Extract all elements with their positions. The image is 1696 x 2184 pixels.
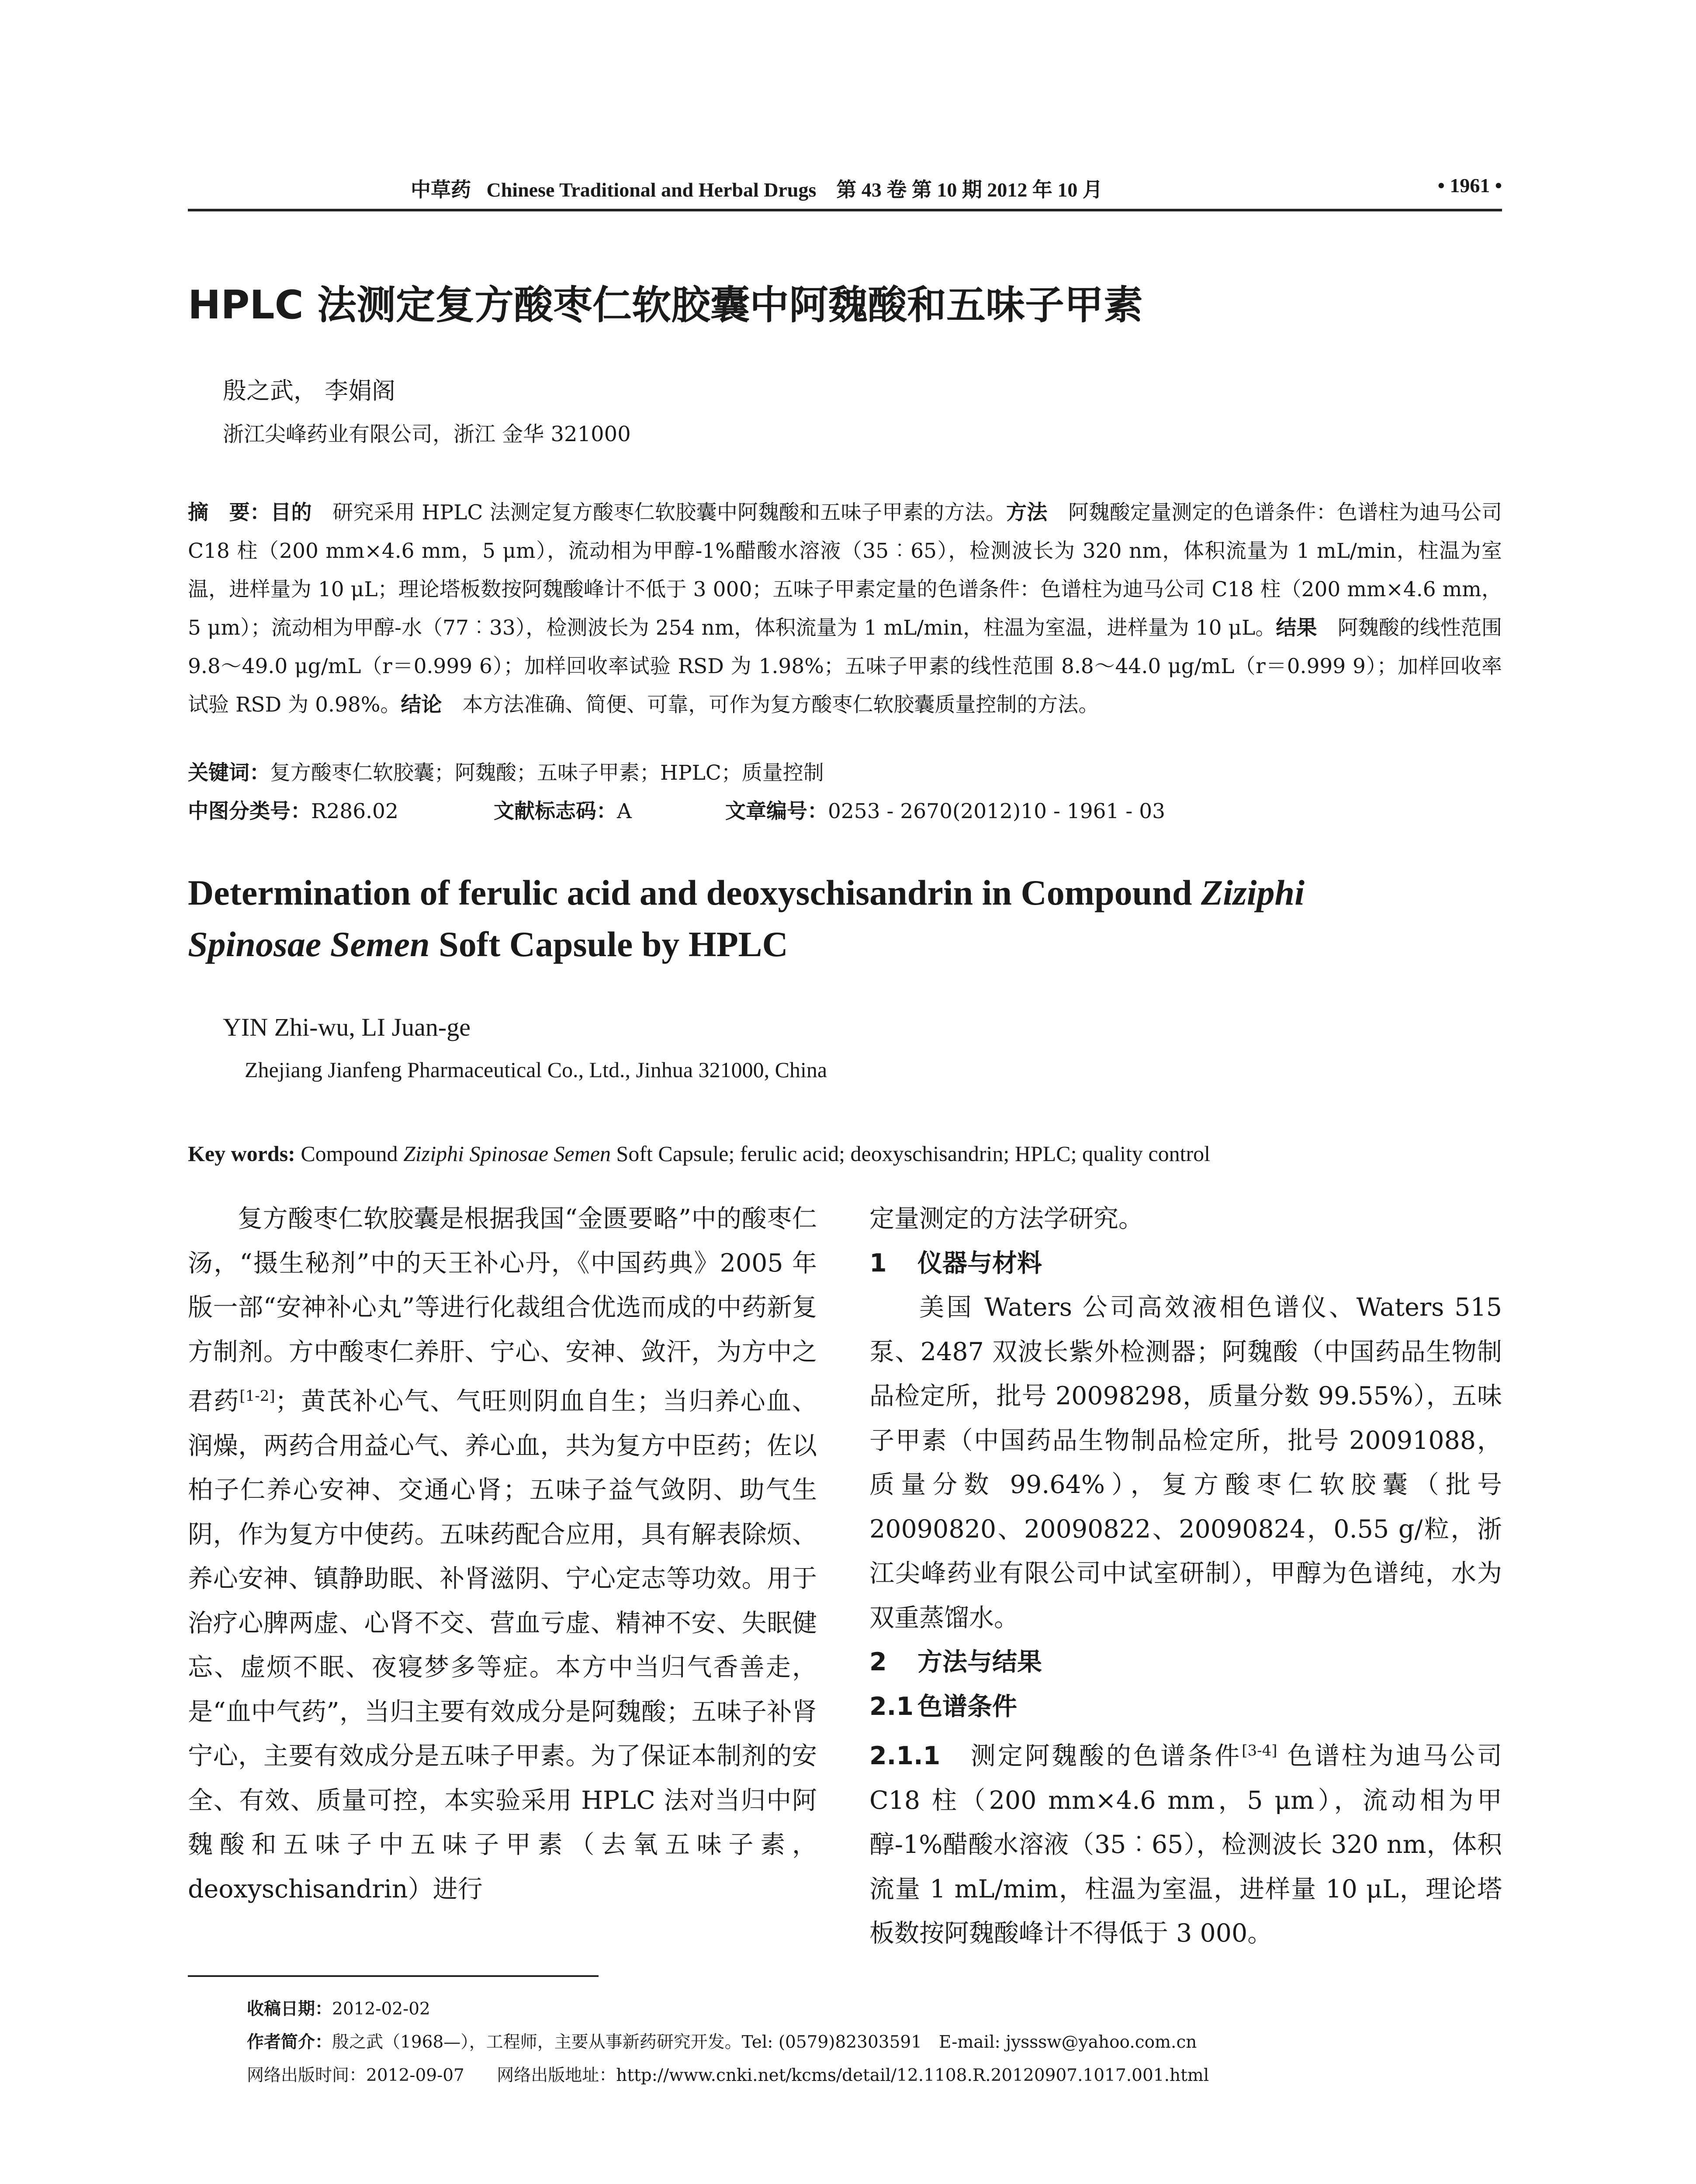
article-no-field [725,795,1165,824]
journal-issue: 第 43 卷 第 10 期 2012 年 10 月 [836,179,1103,201]
intro-text-rest: ；黄芪补心气、气旺则阴血自生；当归养心血、润燥，两药合用益心气、养心血，共为复方中臣药；佐以柏子仁养心安神、交通心肾；五味子益气敛阴、助气生阴，作为复方中使药。五味药配合应用，具有解表除烦、养心安神、镇静助眠、补肾滋阴、宁心定志等功效。用于治疗心脾两虚、心肾不交、营血亏虚、精神不安、失眠健忘、虚烦不眠、夜寝梦多等症。本方中当归气香善走，是“血中气药”，当归主要有效成分是阿魏酸；五味子补肾宁心，主要有效成分是五味子甲素。为了保证本制剂的安全、有效、质量可控，本实验采用 HPLC 法对当归中阿魏酸和五味子中五味子甲素（去氧五味子素，deoxyschisandrin）进行 [188,1387,817,1904]
objective-label: 目的 [270,501,312,525]
section-2-1-heading [869,1685,1502,1729]
section-2-heading [869,1640,1502,1685]
online-time-label: 网络出版时间： [247,2066,367,2085]
article-title-cn: HPLC 法测定复方酸枣仁软胶囊中阿魏酸和五味子甲素 [188,282,1143,328]
online-url-label: 网络出版地址： [497,2066,616,2085]
doc-code-value: A [617,799,632,823]
journal-name-en: Chinese Traditional and Herbal Drugs [486,179,817,201]
article-no-label: 文章编号： [725,799,828,823]
authors-cn: 殷之武， 李娟阁 [223,377,396,404]
doc-code-field [494,795,632,824]
section-1-text: 美国 Waters 公司高效液相色谱仪、Waters 515 泵、2487 双波长紫外检测器；阿魏酸（中国药品生物制品检定所，批号 20098298，质量分数 99.55%），五味子甲素（中国药品生物制品检定所，批号 20091088，质量分数 99.64%），复方酸枣仁软胶囊（批号 20090820、20090822、20090824，0.55 g/粒，浙江尖峰药业有限公司中试室研制），甲醇为色谱纯，水为双重蒸馏水。 [869,1293,1502,1632]
methods-label: 方法 [1006,501,1048,525]
affiliation-en: Zhejiang Jianfeng Pharmaceutical Co., Ltd., Jinhua 321000, China [245,1057,827,1082]
article-no-value: 0253 - 2670(2012)10 - 1961 - 03 [828,799,1166,823]
intro-text: 复方酸枣仁软胶囊是根据我国“金匮要略”中的酸枣仁汤，“摄生秘剂”中的天王补心丹，《中国药典》2005 年版一部“安神补心丸”等进行化裁组合优选而成的中药新复方制剂。方中酸枣仁养肝、宁心、安神、敛汗，为方中之君药 [188,1204,817,1416]
body-column-left [188,1197,817,1911]
keywords-en-italic: Ziziphi Spinosae Semen [403,1141,611,1166]
footnote-received [247,1995,430,2020]
section-1-heading [869,1241,1502,1286]
keywords-cn-text: 复方酸枣仁软胶囊；阿魏酸；五味子甲素；HPLC；质量控制 [270,761,824,785]
keywords-en-pre: Compound [295,1141,404,1166]
conclusion-label: 结论 [401,693,442,717]
section-1-title: 仪器与材料 [917,1248,1042,1278]
author-bio-label: 作者简介： [247,2032,332,2052]
abstract-cn [188,494,1502,724]
clc-label: 中图分类号： [188,799,311,823]
received-date: 2012-02-02 [332,1999,430,2019]
doc-code-label: 文献标志码： [494,799,617,823]
journal-name-cn: 中草药 [411,179,471,201]
footnote-rule [188,1975,599,1977]
section-2-title: 方法与结果 [917,1648,1042,1676]
running-header [188,174,1502,209]
results-text: 阿魏酸的线性范围 9.8～49.0 μg/mL（r＝0.999 6）；加样回收率试验 RSD 为 1.98%；五味子甲素的线性范围 8.8～44.0 μg/mL（r＝0.999 9）；加样回收率试验 RSD 为 0.98%。 [188,616,1502,717]
section-2-number: 2 [869,1648,887,1676]
section-2-1-1-paragraph [869,1729,1502,1956]
clc-value: R286.02 [311,799,398,823]
keywords-en-post: Soft Capsule; ferulic acid; deoxyschisandrin; HPLC; quality control [611,1141,1211,1166]
clc-field [188,795,398,824]
keywords-cn-label: 关键词： [188,761,270,785]
title-en-italic2: Spinosae Semen [188,924,430,964]
intro-continuation: 定量测定的方法学研究。 [869,1204,1143,1233]
body-column-right [869,1197,1502,1956]
methods-text: 阿魏酸定量测定的色谱条件：色谱柱为迪马公司 C18 柱（200 mm×4.6 mm，5 μm），流动相为甲醇-1%醋酸水溶液（35︰65），检测波长为 320 nm，体积流量为 1 mL/min，柱温为室温，进样量为 10 μL；理论塔板数按阿魏酸峰计不低于 3 000；五味子甲素定量的色谱条件：色谱柱为迪马公司 C18 柱（200 mm×4.6 mm，5 μm）；流动相为甲醇-水（77︰33），检测波长为 254 nm，体积流量为 1 mL/min，柱温为室温，进样量为 10 μL。 [188,501,1502,640]
footnote-online [247,2062,1209,2086]
authors-en: YIN Zhi-wu, LI Juan-ge [223,1013,471,1041]
title-en-part2: Soft Capsule by HPLC [429,924,788,964]
title-en-italic1: Ziziphi [1201,873,1305,912]
header-rule [188,209,1502,211]
received-label: 收稿日期： [247,1999,332,2019]
article-title-en [188,867,1502,970]
results-label: 结果 [1276,616,1317,640]
keywords-en-label: Key words: [188,1141,295,1166]
section-2-1-1-number: 2.1.1 [869,1742,941,1770]
affiliation-cn: 浙江尖峰药业有限公司，浙江 金华 321000 [223,422,631,446]
abstract-label: 摘 要： [188,501,271,525]
keywords-cn [188,757,824,786]
journal-header [411,174,1103,203]
section-2-1-1-lead: 测定阿魏酸的色谱条件 [970,1742,1242,1770]
online-url[interactable]: http://www.cnki.net/kcms/detail/12.1108.R.20120907.1017.001.html [616,2066,1209,2085]
author-bio: 殷之武（1968—），工程师，主要从事新药研究开发。Tel: (0579)82303591 E-mail: jysssw@yahoo.com.cn [332,2032,1197,2052]
title-en-part1: Determination of ferulic acid and deoxyschisandrin in Compound [188,873,1201,912]
footnote-author [247,2028,1197,2053]
online-time: 2012-09-07 [366,2066,464,2085]
section-2-1-number: 2.1 [869,1692,914,1721]
page-number: • 1961 • [1437,174,1502,197]
section-2-1-1-citation: [3-4] [1242,1742,1277,1759]
section-2-1-title: 色谱条件 [917,1692,1017,1721]
keywords-en [188,1141,1210,1166]
intro-citation: [1-2] [239,1387,275,1405]
conclusion-text: 本方法准确、简便、可靠，可作为复方酸枣仁软胶囊质量控制的方法。 [442,693,1099,717]
intro-paragraph [188,1197,817,1911]
objective-text: 研究采用 HPLC 法测定复方酸枣仁软胶囊中阿魏酸和五味子甲素的方法。 [312,501,1007,525]
section-2-1-1-text: 色谱柱为迪马公司 C18 柱（200 mm×4.6 mm，5 μm），流动相为甲醇-1%醋酸水溶液（35︰65），检测波长 320 nm，体积流量 1 mL/mim，柱温为室温，进样量 10 μL，理论塔板数按阿魏酸峰计不得低于 3 000。 [869,1742,1502,1948]
section-1-number: 1 [869,1248,887,1278]
